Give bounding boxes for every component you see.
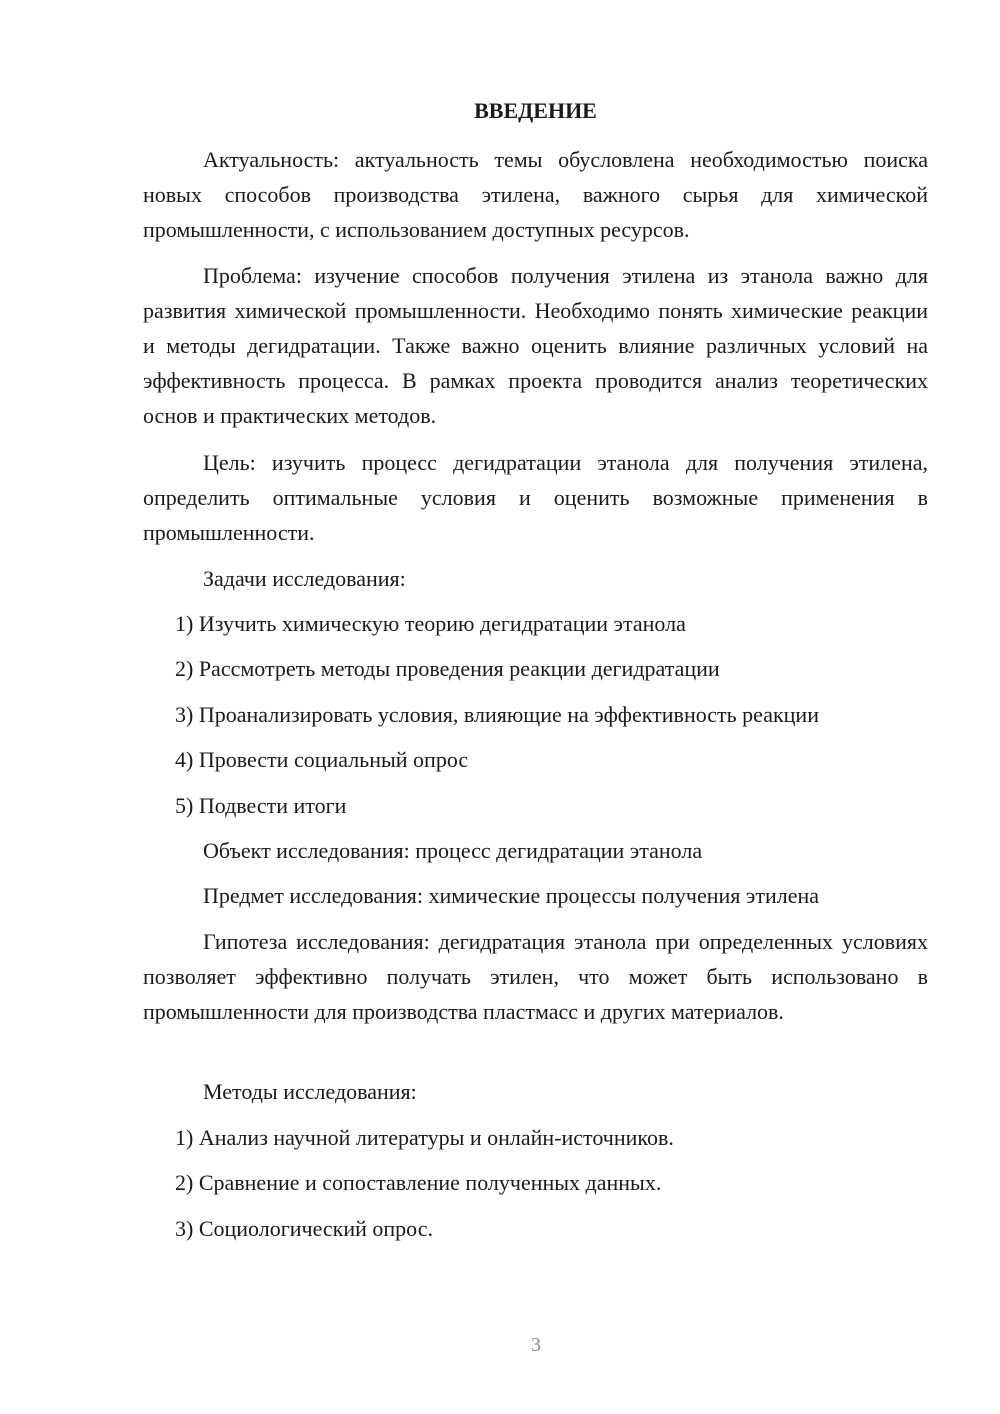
method-item-2: 2) Сравнение и сопоставление полученных данных. [175,1170,662,1195]
task-item-4: 4) Провести социальный опрос [175,747,469,772]
problem-paragraph: Проблема: изучение способов получения этилена из этанола важно для развития химической промышленности. Необходимо понять химические реакции и методы дегидратации. Также важно оценить влияние различных условий на эффективность процесса. В рамках проекта проводится анализ теоретических основ и практических методов. [143,263,928,428]
method-item-1: 1) Анализ научной литературы и онлайн-источников. [175,1125,674,1150]
tasks-heading: Задачи исследования: [203,566,406,591]
goal-paragraph: Цель: изучить процесс дегидратации этанола для получения этилена, определить оптимальные условия и оценить возможные применения в промышленности. [143,450,928,545]
research-subject: Предмет исследования: химические процессы получения этилена [203,883,820,908]
relevance-paragraph: Актуальность: актуальность темы обусловлена необходимостью поиска новых способов производства этилена, важного сырья для химической промышленности, с использованием доступных ресурсов. [143,147,928,242]
method-item-3: 3) Социологический опрос. [175,1216,433,1241]
task-item-3: 3) Проанализировать условия, влияющие на эффективность реакции [175,702,819,727]
task-item-2: 2) Рассмотреть методы проведения реакции дегидратации [175,656,720,681]
research-object: Объект исследования: процесс дегидратации этанола [203,838,703,863]
page-number: 3 [531,1334,541,1356]
hypothesis-paragraph: Гипотеза исследования: дегидратация этанола при определенных условиях позволяет эффективно получать этилен, что может быть использовано в промышленности для производства пластмасс и других материалов. [143,929,928,1024]
methods-heading: Методы исследования: [203,1079,417,1104]
task-item-1: 1) Изучить химическую теорию дегидратации этанола [175,611,686,636]
page-title: ВВЕДЕНИЕ [474,98,597,123]
task-item-5: 5) Подвести итоги [175,793,347,818]
